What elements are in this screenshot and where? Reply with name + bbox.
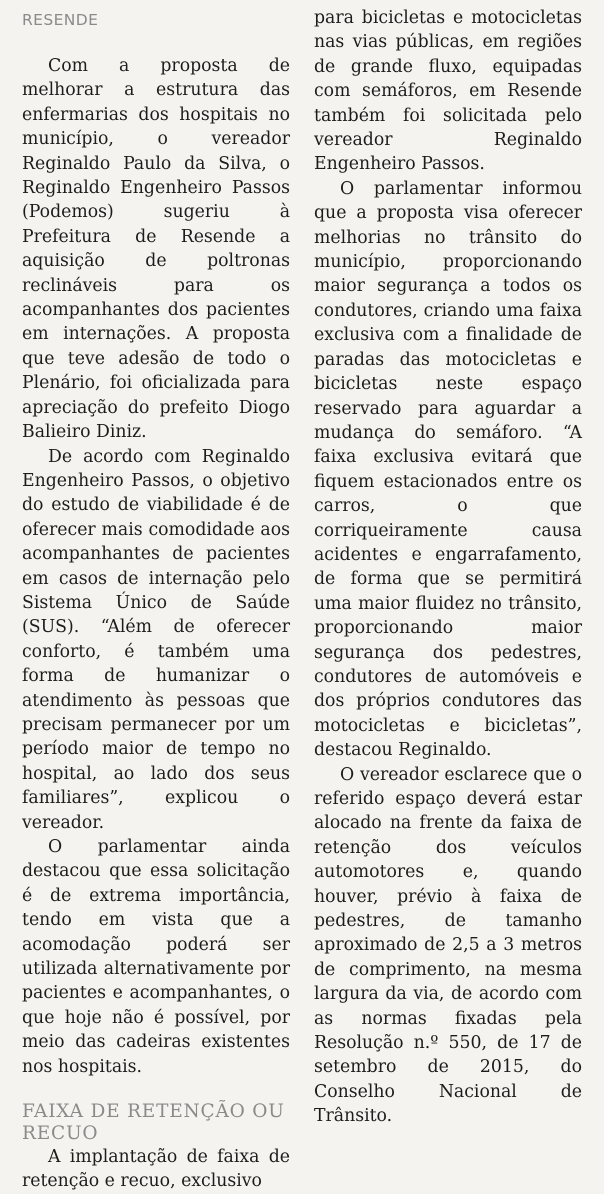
subheading-faixa-retencao: FAIXA DE RETENÇÃO OU RECUO bbox=[22, 1101, 285, 1145]
paragraph-objective: De acordo com Reginaldo Engenheiro Passos, o objetivo do estudo de viabilidade é de oferecer mais comodidade aos acompanhantes de pacientes em casos de internação pelo Sistema Único de Saúde (SUS). “Além de oferecer conforto, é também uma forma de humanizar o atendimento às pessoas que precisam permanecer por um período maior de tempo no hospital, ao lado dos seus familiares”, explicou o vereador. bbox=[22, 446, 290, 833]
article-column-right bbox=[314, 0, 582, 1129]
paragraph-importance: O parlamentar ainda destacou que essa solicitação é de extrema importância, tendo em vista que a acomodação poderá ser utilizada alternativamente por pacientes e acompanhantes, o que hoje não é possível, por meio das cadeiras existentes nos hospitais. bbox=[22, 837, 290, 1077]
paragraph-faixa-intro: A implantação de faixa de retenção e recuo, exclusivo bbox=[22, 1147, 290, 1192]
paragraph-traffic-improvements: O parlamentar informou que a proposta visa oferecer melhorias no trânsito do município, proporcionando maior segurança a todos os condutores, criando uma faixa exclusiva com a finalidade de paradas das motocicletas e bicicletas neste espaço reservado para aguardar a mudança do semáforo. “A faixa exclusiva evitará que fiquem estacionados entre os carros, o que corriqueiramente causa acidentes e engarrafamento, de forma que se permitirá uma maior fluidez no trânsito, proporcionando maior segurança dos pedestres, condutores de automóveis e dos próprios condutores das motocicletas e bicicletas”, destacou Reginaldo. bbox=[314, 178, 582, 761]
section-tag: RESENDE bbox=[22, 11, 99, 29]
paragraph-faixa-continued: para bicicletas e motocicletas nas vias públicas, em regiões de grande fluxo, equipadas com semáforos, em Resende também foi solicitada pelo vereador Reginaldo Engenheiro Passos. bbox=[314, 8, 582, 175]
article-column-left bbox=[22, 0, 290, 1194]
paragraph-space-specification: O vereador esclarece que o referido espaço deverá estar alocado na frente da faixa de retenção dos veículos automotores e, quando houver, prévio à faixa de pedestres, de tamanho aproximado de 2,5 a 3 metros de comprimento, na mesma largura da via, de acordo com as normas fixadas pela Resolução n.º 550, de 17 de setembro de 2015, do Conselho Nacional de Trânsito. bbox=[314, 764, 582, 1127]
paragraph-poltronas-proposal: Com a proposta de melhorar a estrutura das enfermarias dos hospitais no município, o vereador Reginaldo Paulo da Silva, o Reginaldo Engenheiro Passos (Podemos) sugeriu à Prefeitura de Resende a aquisição de poltronas reclináveis para os acompanhantes dos pacientes em internações. A proposta que teve adesão de todo o Plenário, foi oficializada para apreciação do prefeito Diogo Balieiro Diniz. bbox=[22, 56, 290, 443]
